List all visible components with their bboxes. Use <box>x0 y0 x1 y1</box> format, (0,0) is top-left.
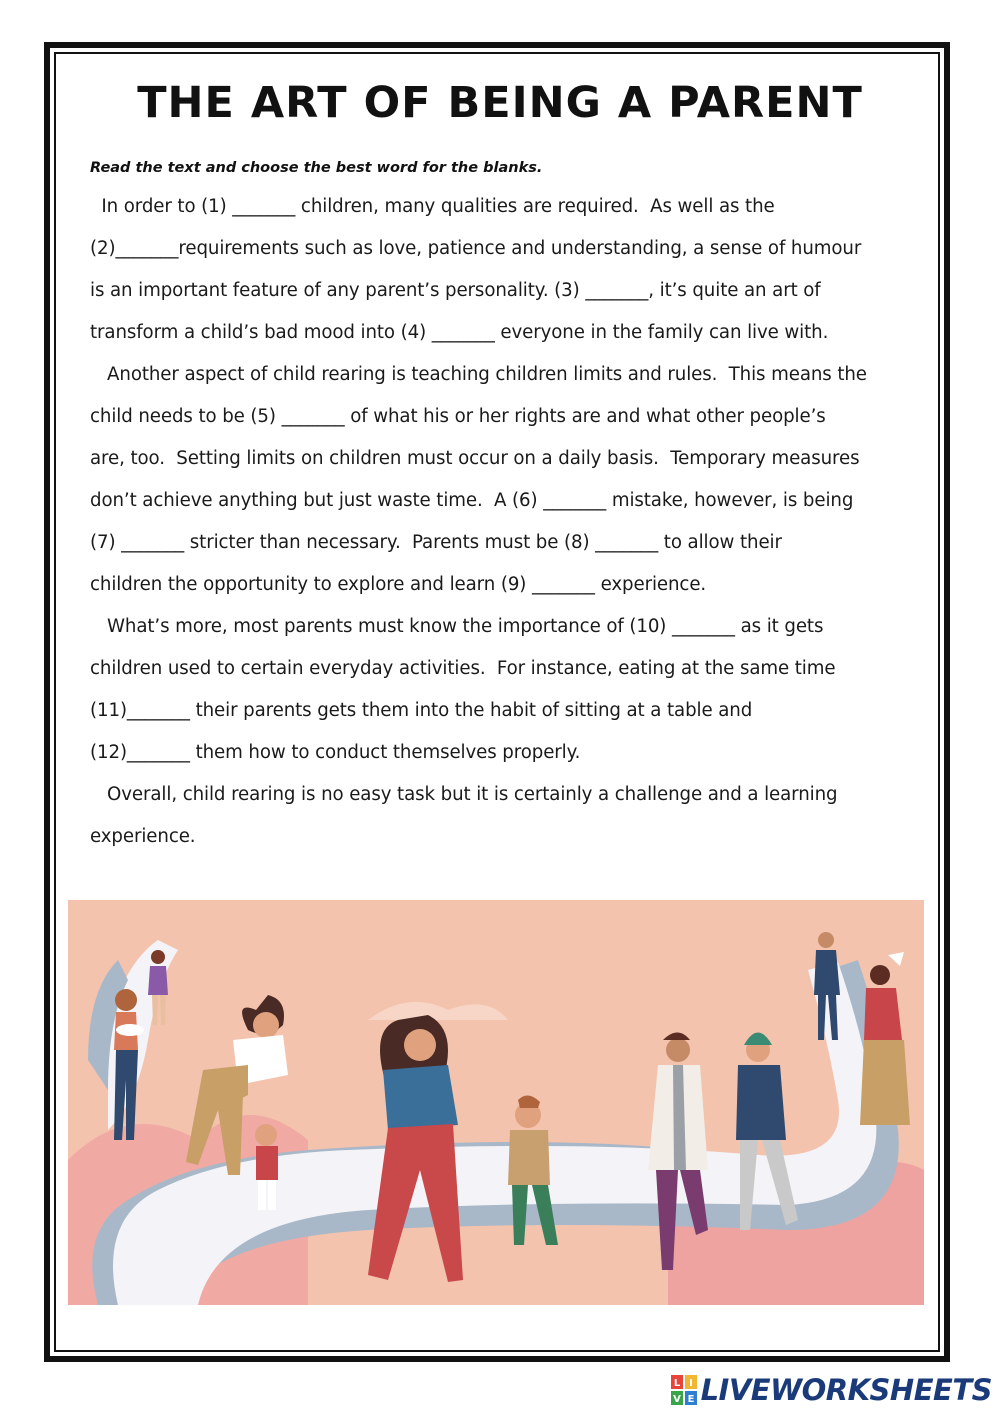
logo-text: LIVEWORKSHEETS <box>700 1373 992 1407</box>
svg-text:E: E <box>687 1394 694 1405</box>
text-line: (2)_______requirements such as love, patience and understanding, a sense of humour <box>90 238 862 259</box>
text-line: Overall, child rearing is no easy task but it is certainly a challenge and a learning <box>90 784 838 805</box>
page-title: THE ART OF BEING A PARENT <box>137 78 863 128</box>
logo-mark-icon <box>671 1375 697 1405</box>
svg-text:V: V <box>672 1394 681 1405</box>
text-line: experience. <box>90 826 196 847</box>
text-line: (7) _______ stricter than necessary. Parents must be (8) _______ to allow their <box>90 532 782 553</box>
text-line: is an important feature of any parent’s personality. (3) _______, it’s quite an art of <box>90 280 821 301</box>
text-line: child needs to be (5) _______ of what his or her rights are and what other people’s <box>90 406 826 427</box>
text-line: Another aspect of child rearing is teaching children limits and rules. This means the <box>90 364 867 385</box>
svg-text:L: L <box>673 1378 680 1389</box>
text-line: don’t achieve anything but just waste time. A (6) _______ mistake, however, is being <box>90 490 854 511</box>
text-line: children used to certain everyday activities. For instance, eating at the same time <box>90 658 836 679</box>
text-line: (12)_______ them how to conduct themselves properly. <box>90 742 581 763</box>
text-line: are, too. Setting limits on children must occur on a daily basis. Temporary measures <box>90 448 860 469</box>
svg-text:I: I <box>688 1378 693 1389</box>
instructions: Read the text and choose the best word for the blanks. <box>90 160 543 176</box>
text-line: (11)_______ their parents gets them into the habit of sitting at a table and <box>90 700 753 721</box>
text-line: transform a child’s bad mood into (4) _______ everyone in the family can live with. <box>90 322 829 343</box>
liveworksheets-logo <box>671 1373 992 1407</box>
text-line: What’s more, most parents must know the importance of (10) _______ as it gets <box>90 616 824 637</box>
family-illustration <box>68 900 924 1305</box>
text-line: children the opportunity to explore and learn (9) _______ experience. <box>90 574 707 595</box>
text-line: In order to (1) _______ children, many qualities are required. As well as the <box>90 196 775 217</box>
